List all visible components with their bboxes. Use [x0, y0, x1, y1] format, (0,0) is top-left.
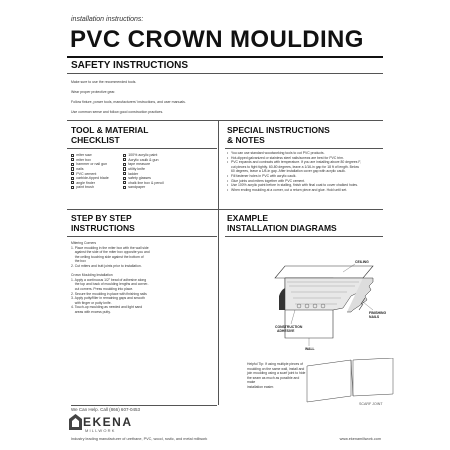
safety-heading: SAFETY INSTRUCTIONS	[71, 60, 189, 71]
supertitle: installation instructions:	[71, 16, 144, 23]
ceiling-shape	[275, 266, 373, 278]
step-line: 1. Apply a continuous 1/2" bead of adhesive along	[71, 277, 147, 282]
bullet-icon: •	[227, 155, 229, 160]
tip-line: the seam as much as possible and make	[247, 375, 300, 385]
helpful-tip	[247, 362, 307, 390]
special-heading-line: SPECIAL INSTRUCTIONS	[227, 125, 330, 135]
label-finishing: FINISHING	[369, 311, 387, 315]
special-note-text: 60 degrees, leave a 1/8-in gap. After installation cover gap with acrylic caulk.	[231, 169, 346, 174]
checklist-item	[123, 158, 164, 163]
tip-line: moulding on the same wall, install and	[247, 366, 305, 371]
tools-heading-line: CHECKLIST	[71, 134, 120, 145]
steps-list	[71, 241, 219, 315]
divider	[225, 148, 383, 149]
special-note-text: Use 100% acrylic paint before in stalling, finish with final coat to cover chalked holes.	[231, 183, 359, 188]
steps-heading-line: STEP BY STEP	[71, 213, 132, 223]
divider	[67, 73, 383, 74]
step-line: the box	[71, 259, 86, 264]
step-line: 3. Apply putty/filler in remaining gaps and smooth	[71, 296, 145, 301]
safety-line: Wear proper protective gear.	[71, 90, 116, 94]
checklist-item	[123, 185, 164, 190]
special-note-text: You can use standard woodworking tools to cut PVC products.	[231, 151, 325, 155]
label-wall: WALL	[305, 347, 315, 351]
checkbox-icon	[123, 154, 126, 157]
step-line: Crown Moulding Installation	[71, 273, 113, 278]
step-line: the ceiling touching side against the bottom of	[71, 254, 144, 259]
checklist-item	[71, 185, 109, 190]
checklist-item-label: safety glasses	[128, 176, 151, 181]
checkbox-icon	[123, 177, 126, 180]
special-note-text: Hot-dipped galvanized or stainless steel nails/screws are best for PVC trim.	[231, 155, 344, 160]
tools-heading	[71, 126, 148, 145]
checklist-item-label: utility knife	[128, 167, 145, 172]
footer-tagline: Industry leading manufacturer of urethane, PVC, wood, rustic, and metal millwork	[71, 437, 208, 441]
checkbox-icon	[123, 172, 126, 175]
step-line: against the side of the miter box opposite you and	[71, 250, 150, 255]
checklist-item-label: paint brush	[76, 185, 94, 190]
special-heading	[227, 126, 330, 145]
checklist-item-label: angle finder	[76, 180, 95, 185]
checkbox-icon	[123, 186, 126, 189]
step-line: 2. Secure the moulding in place with finishing nails	[71, 291, 147, 296]
special-heading-line: & NOTES	[227, 134, 265, 145]
label-nails: NAILS	[369, 315, 380, 319]
step-line: 4. Touch-up moulding as needed and light sand	[71, 305, 143, 310]
special-note-text: cut pieces to fight tightly. 60-80 degrees, leave a 1/16-in gap for 18 ft of length. Below	[231, 164, 359, 169]
steps-heading-line: INSTRUCTIONS	[71, 222, 135, 233]
divider	[67, 120, 383, 121]
step-line: cut corners. Press moulding into place.	[71, 286, 134, 291]
step-line: 2. Cut miters and butt joints prior to installation.	[71, 263, 142, 268]
safety-line: Follow fixture, power tools, manufacturers' instructions, and user manuals.	[71, 100, 186, 104]
checklist-item	[71, 162, 109, 167]
checkbox-icon	[71, 186, 74, 189]
safety-line: Make sure to use the recommended tools.	[71, 80, 137, 84]
bullet-icon: •	[227, 173, 229, 178]
steps-heading	[71, 214, 135, 233]
tip-line: Helpful Tip: If using multiple pieces of	[247, 362, 303, 366]
moulding-end	[279, 288, 285, 310]
checklist-item-label: miter saw	[76, 153, 92, 158]
bullet-icon: •	[227, 187, 229, 192]
label-construction: CONSTRUCTION	[275, 325, 303, 329]
divider	[225, 236, 383, 237]
instruction-sheet	[55, 12, 395, 442]
help-phone: We Can Help. Call (866) 607-0453	[71, 407, 140, 412]
checklist-item-label: miter box	[76, 157, 91, 162]
bullet-icon: •	[227, 160, 229, 165]
checkbox-icon	[71, 181, 74, 184]
page-title: PVC CROWN MOULDING	[70, 26, 364, 53]
checklist-item-label: nails	[76, 167, 84, 172]
checkbox-icon	[71, 163, 74, 166]
checklist-item-label: chalk line box & pencil	[128, 180, 164, 185]
step-line: with finger or putty knife.	[71, 300, 112, 305]
diagram-heading-line: INSTALLATION DIAGRAMS	[227, 222, 337, 233]
bullet-icon: •	[227, 151, 229, 155]
tools-heading-line: TOOL & MATERIAL	[71, 125, 149, 135]
diagram-heading-line: EXAMPLE	[227, 213, 269, 223]
bullet-icon: •	[227, 178, 229, 183]
divider	[67, 56, 383, 58]
checkbox-icon	[71, 177, 74, 180]
checklist-item-label: 100% acrylic paint	[128, 153, 158, 158]
checklist-item-label: ladder	[128, 171, 139, 176]
checklist-item	[123, 181, 164, 186]
checklist-item-label: Acrylic caulk & gun	[128, 157, 159, 162]
divider	[67, 236, 217, 237]
special-note-text: When ending moulding at a corner, cut a return piece and glue. Hold until set.	[231, 187, 348, 192]
divider	[67, 209, 383, 210]
special-note-text: PVC expands and contracts with temperature. If you are installing above 80 degrees F,	[231, 160, 362, 165]
checkbox-icon	[71, 154, 74, 157]
tool-column-2	[123, 153, 164, 190]
special-note-text: Glue joints and miters together with PVC cement.	[231, 178, 306, 183]
step-line: the top and back of moulding lengths and corner-	[71, 282, 149, 287]
checkbox-icon	[123, 158, 126, 161]
checkbox-icon	[71, 167, 74, 170]
checkbox-icon	[71, 172, 74, 175]
bullet-icon: •	[227, 183, 229, 188]
checklist-item-label: PVC cement	[76, 171, 97, 176]
divider	[71, 405, 217, 406]
checkbox-icon	[123, 181, 126, 184]
tool-column-1	[71, 153, 109, 190]
checklist-item-label: carbide-tipped blade	[76, 176, 109, 181]
label-adhesive: ADHESIVE	[277, 329, 295, 333]
checkbox-icon	[71, 158, 74, 161]
tip-line: installation easier.	[247, 384, 274, 389]
special-note	[227, 188, 387, 193]
tip-line: join moulding using a scarf joint to hide	[247, 371, 306, 376]
checklist-item	[71, 176, 109, 181]
checkbox-icon	[123, 167, 126, 170]
safety-line: Use common sense and follow good construction practices.	[71, 110, 164, 114]
label-ceiling: CEILING	[355, 260, 369, 264]
ekena-logo-icon	[69, 414, 82, 430]
step-line: Mitering Corners	[71, 241, 97, 245]
checkbox-icon	[123, 163, 126, 166]
scarf-joint-diagram	[305, 358, 395, 408]
footer-url: www.ekenamillwork.com	[339, 437, 381, 441]
special-notes	[227, 151, 387, 192]
diagram-heading	[227, 214, 337, 233]
label-scarf-joint: SCARF JOINT	[359, 402, 383, 406]
checklist-item-label: sandpaper	[128, 185, 146, 190]
step-line: 1. Place moulding in the miter box with the wall side	[71, 245, 149, 250]
checklist-item-label: hammer or nail gun	[76, 162, 108, 167]
step-line: areas with excess putty.	[71, 309, 111, 314]
logo-wordmark: EKENA	[83, 415, 133, 429]
logo-submark: MILLWORK	[85, 428, 116, 433]
installation-diagram	[223, 238, 393, 356]
checklist-item-label: tape measure	[128, 162, 151, 167]
special-note-text: Fill fastener holes in PVC with acrylic caulk.	[231, 173, 297, 178]
divider	[67, 148, 217, 149]
